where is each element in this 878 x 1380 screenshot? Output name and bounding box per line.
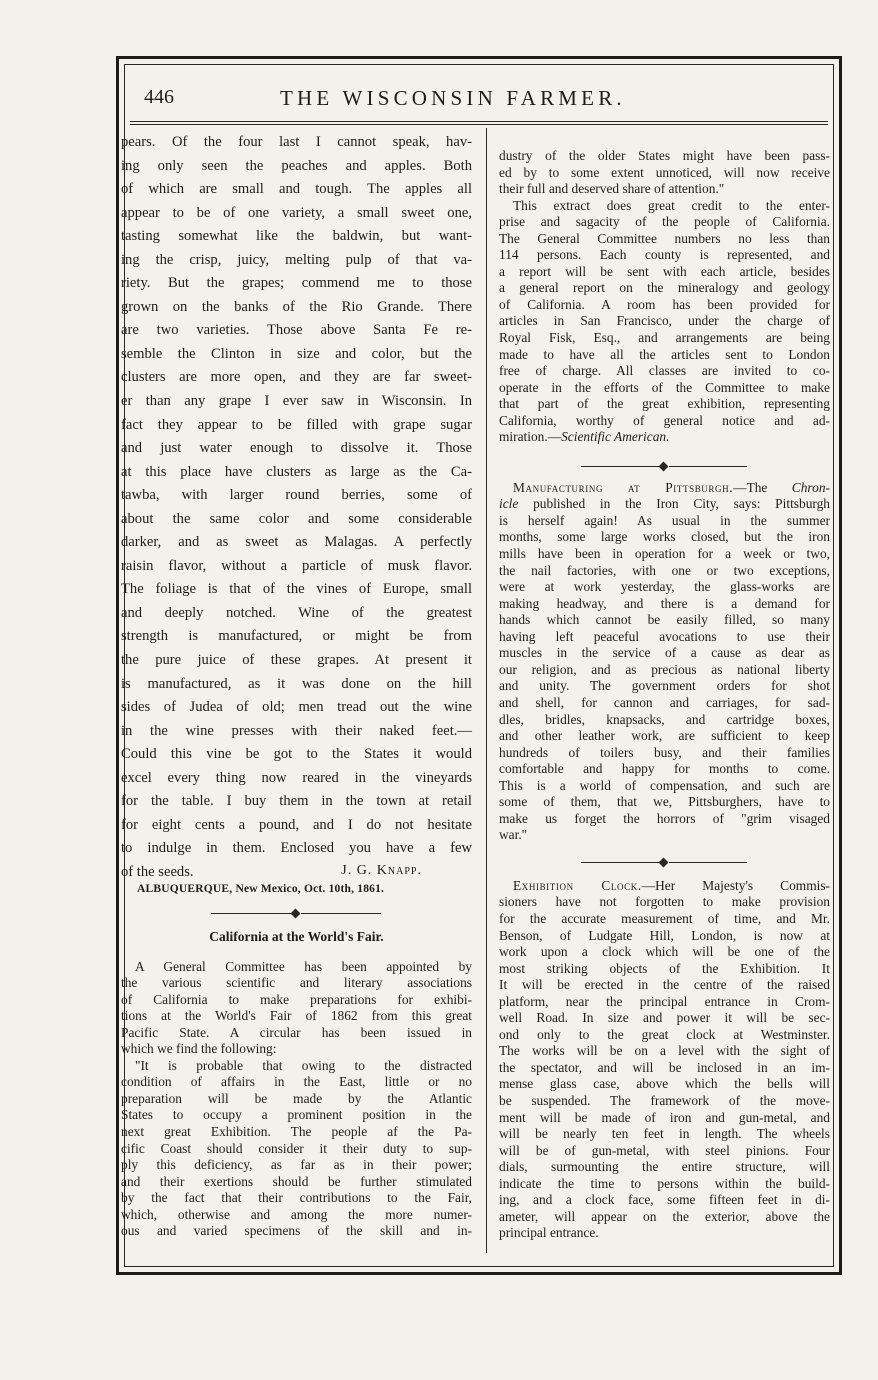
text-line: It will be erected in the centre of the raised <box>499 977 830 993</box>
text-line: The works will be on a level with the sight of <box>499 1043 830 1059</box>
header-rule <box>130 121 828 122</box>
text-line: California, worthy of general notice and ad- <box>499 412 830 428</box>
text-line: preparation will be made by the Atlantic <box>121 1090 472 1106</box>
text-line: some of them, that we, Pittsburghers, have to <box>499 794 830 810</box>
text-line: having left peaceful avocations to use their <box>499 628 830 644</box>
text-line: tasting somewhat like the baldwin, but want- <box>121 228 472 245</box>
text-line: ing, and a clock face, some fifteen feet in di- <box>499 1192 830 1208</box>
text-line: dials, surmounting the entire structure, will <box>499 1159 830 1175</box>
text-line: next great Exhibition. The people af the Pa- <box>121 1123 472 1139</box>
text-line: for eight cents a pound, and I do not hesitate <box>121 816 472 833</box>
text-line: Pacific State. A circular has been issued in <box>121 1024 472 1040</box>
text-line: semble the Clinton in size and color, but the <box>121 345 472 362</box>
text-line: well Road. In size and power it will be sec- <box>499 1010 830 1026</box>
text-line: er than any grape I ever saw in Wisconsin. In <box>121 393 472 410</box>
text-line: months, some large works closed, but the iron <box>499 529 830 545</box>
text-line: ed by to some extent unnoticed, will now receive <box>499 164 830 180</box>
text-line: dles, bridles, knapsacks, and cartridge boxes, <box>499 711 830 727</box>
clock-first-line: Exhibition Clock.—Her Majesty's Commis- <box>513 877 831 893</box>
text-line: will be of gun-metal, with steel pinions. Four <box>499 1142 830 1158</box>
california-source: Scientific American. <box>561 429 670 445</box>
text-line: war." <box>499 827 528 843</box>
text-line: excel every thing now reared in the vineyards <box>121 769 472 786</box>
text-line: free of charge. All classes are invited to co- <box>499 363 830 379</box>
text-line: ment will be made of iron and gun-metal, and <box>499 1109 830 1125</box>
text-line: The foliage is that of the vines of Europe, small <box>121 581 472 598</box>
text-line: will be nearly ten feet in length. The wheels <box>499 1126 830 1142</box>
clock-article <box>499 894 830 1241</box>
text-line: ing the crisp, juicy, melting pulp of that va- <box>121 251 472 268</box>
text-line: to indulge in them. Enclosed you have a few <box>121 840 472 857</box>
text-line: were at work yesterday, the glass-works are <box>499 579 830 595</box>
page-number: 446 <box>144 86 174 108</box>
text-line: sioners have not forgotten to make provision <box>499 894 830 910</box>
text-line: This extract does great credit to the enter- <box>513 197 830 213</box>
text-line: ous and varied specimens of the skill and in- <box>121 1223 472 1239</box>
text-line: ply this deficiency, as far as in their power; <box>121 1157 472 1173</box>
text-line: and deeply notched. Wine of the greatest <box>121 604 472 621</box>
text-line: tions at the World's Fair of 1862 from this great <box>121 1008 472 1024</box>
text-line: most striking objects of the Exhibition. It <box>499 960 830 976</box>
text-line: which we find the following: <box>121 1041 277 1057</box>
text-line: Could this vine be got to the States it would <box>121 746 472 763</box>
text-line: is herself again! As usual in the summer <box>499 512 830 528</box>
california-article <box>121 959 472 1240</box>
text-line: our religion, and as precious as national liberty <box>499 661 830 677</box>
text-line: make us forget the horrors of "grim visaged <box>499 810 830 826</box>
text-line: of the seeds. <box>121 863 194 880</box>
text-line: cific Coast should consider it their duty to sup- <box>121 1140 472 1156</box>
text-line: This is a world of compensation, and such are <box>499 777 830 793</box>
text-line: comfortable and happy for months to come. <box>499 761 830 777</box>
text-line: prise and sagacity of the people of California. <box>499 214 830 230</box>
text-line: strength is manufactured, or might be from <box>121 628 472 645</box>
text-line: Royal Fisk, Esq., and arrangements are being <box>499 330 830 346</box>
text-line: in the wine presses with their naked feet.— <box>121 722 472 739</box>
right-column <box>499 148 830 1242</box>
column-divider <box>486 128 487 1253</box>
text-line: by the fact that their contributions to the Fair, <box>121 1190 472 1206</box>
text-line: "It is probable that owing to the distracted <box>135 1057 472 1073</box>
section-ornament <box>121 905 472 923</box>
left-column <box>121 131 472 1240</box>
text-line: at this place have clusters as large as the Ca- <box>121 463 472 480</box>
text-line: of which are small and tough. The apples all <box>121 181 472 198</box>
pittsburgh-first-line: Manufacturing at Pittsburgh.—The Chron- <box>513 479 830 495</box>
text-line: and unity. The government orders for shot <box>499 678 830 694</box>
text-line: operate in the efforts of the Committee to make <box>499 379 830 395</box>
text-line: platform, near the principal entrance in Crom- <box>499 993 830 1009</box>
text-line: the pure juice of these grapes. At present it <box>121 652 472 669</box>
text-line: tawba, with larger round berries, some of <box>121 487 472 504</box>
text-line: principal entrance. <box>499 1225 599 1241</box>
journal-title: THE WISCONSIN FARMER. <box>280 86 626 110</box>
text-line: pears. Of the four last I cannot speak, hav- <box>121 134 472 150</box>
section-ornament <box>499 854 830 872</box>
text-line: A General Committee has been appointed by <box>135 958 472 974</box>
pittsburgh-title: Manufacturing at Pittsburgh. <box>513 479 734 495</box>
text-line: and other leather work, are sufficient to keep <box>499 728 830 744</box>
text-line: that part of the great exhibition, representing <box>499 396 830 412</box>
text-line: fact they appear to be filled with grape sugar <box>121 416 472 433</box>
letter-text <box>121 131 472 885</box>
text-line: mense glass case, above which the bells will <box>499 1076 830 1092</box>
text-line: The General Committee numbers no less than <box>499 230 830 246</box>
text-line: about the same color and some considerable <box>121 510 472 527</box>
text-line: darker, and as sweet as Malagas. A perfectly <box>121 534 472 551</box>
pittsburgh-article <box>499 513 830 844</box>
text-line: are two varieties. Those above Santa Fe re- <box>121 322 472 339</box>
text-line: for the table. I buy them in the town at retail <box>121 793 472 810</box>
text-line: the spectator, and will be inclosed in an im- <box>499 1059 830 1075</box>
text-line: grown on the banks of the Rio Grande. There <box>121 298 472 315</box>
text-line: the various scientific and literary associations <box>121 975 472 991</box>
text-line: is manufactured, as it was done on the hill <box>121 675 472 692</box>
text-line: dustry of the older States might have been pass- <box>499 148 830 163</box>
text-line: hundreds of toilers busy, and their families <box>499 744 830 760</box>
text-line: raisin flavor, without a particle of musk flavor. <box>121 557 472 574</box>
text-line: appear to be of one variety, a small sweet one, <box>121 204 472 221</box>
header-rule-lower <box>130 124 828 125</box>
text-line: for the accurate measurement of time, and Mr. <box>499 910 830 926</box>
text-line: their full and deserved share of attention." <box>499 181 725 197</box>
text-line: of California to make preparations for exhibi- <box>121 991 472 1007</box>
text-line: be suspended. The framework of the move- <box>499 1092 830 1108</box>
text-line: work upon a clock which will be one of the <box>499 944 830 960</box>
pittsburgh-second-line: icle published in the Iron City, says: Pittsburgh <box>499 496 830 512</box>
text-line: 114 persons. Each county is represented, and <box>499 247 830 263</box>
text-line: Benson, of Ludgate Hill, London, is now at <box>499 927 830 943</box>
text-line: sides of Judea of old; men tread out the wine <box>121 699 472 716</box>
text-line: and shell, for cannon and carriages, for sad- <box>499 694 830 710</box>
text-line: which, otherwise and among the more numer- <box>121 1206 472 1222</box>
text-line: States to occupy a prominent position in the <box>121 1107 472 1123</box>
text-line: riety. But the grapes; commend me to those <box>121 275 472 292</box>
text-line: the nail factories, with one or two exceptions, <box>499 562 830 578</box>
california-closing-line: miration.—Scientific American. <box>499 429 670 445</box>
text-line: and just water enough to dissolve it. Those <box>121 440 472 457</box>
text-line: articles in San Francisco, under the charge of <box>499 313 830 329</box>
text-line: made to have all the articles sent to London <box>499 346 830 362</box>
text-line: condition of affairs in the East, little or no <box>121 1074 472 1090</box>
section-ornament <box>499 458 830 476</box>
text-line: mills have been in operation for a week or two, <box>499 546 830 562</box>
california-heading: California at the World's Fair. <box>209 928 384 944</box>
text-line: a report will be sent with each article, besides <box>499 263 830 279</box>
text-line: a general report on the mineralogy and geology <box>499 280 830 296</box>
text-line: indicate the time to persons within the build- <box>499 1175 830 1191</box>
text-line: and their exertions should be further stimulated <box>121 1173 472 1189</box>
text-line: making headway, and there is a demand for <box>499 595 830 611</box>
letter-dateline: ALBUQUERQUE, New Mexico, Oct. 10th, 1861. <box>137 882 385 895</box>
page-header <box>130 84 828 118</box>
text-line: ond only to the great clock at Westminster. <box>499 1026 830 1042</box>
text-line: clusters are more open, and they are far sweet- <box>121 369 472 386</box>
clock-title: Exhibition Clock. <box>513 877 642 893</box>
text-line: hands which cannot be easily filled, so many <box>499 612 830 628</box>
text-line: ing only seen the peaches and apples. Both <box>121 157 472 174</box>
text-line: of California. A room has been provided for <box>499 296 830 312</box>
california-article-continued <box>499 148 830 429</box>
letter-signature: J. G. Knapp. <box>341 862 422 878</box>
text-line: ameter, will appear on the exterior, above the <box>499 1208 830 1224</box>
text-line: muscles in the service of a cause as dear as <box>499 645 830 661</box>
